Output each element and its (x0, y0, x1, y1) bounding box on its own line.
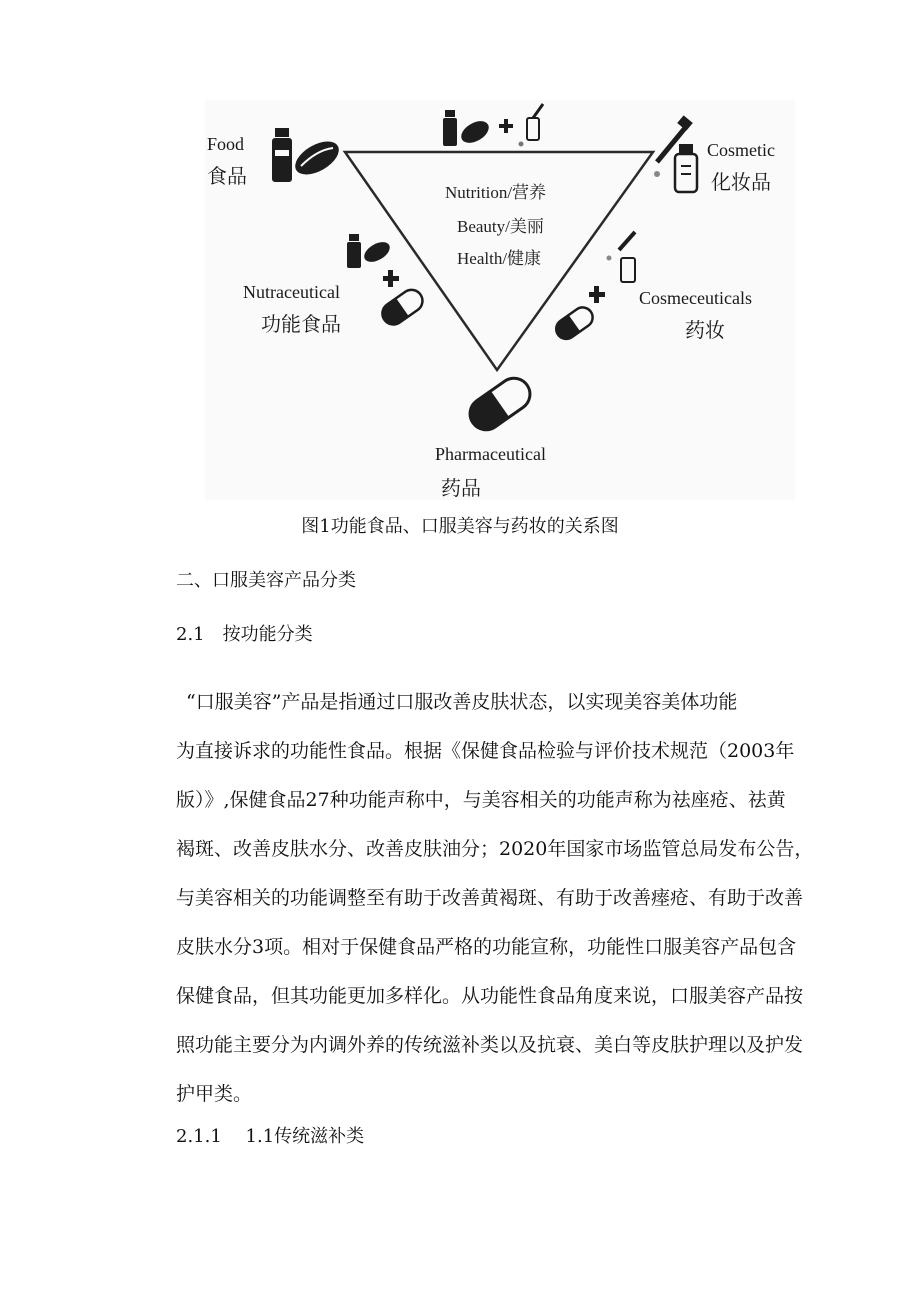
center-text-beauty: Beauty/美丽 (457, 217, 544, 236)
center-text-health: Health/健康 (457, 249, 542, 268)
nutraceutical-label-en: Nutraceutical (243, 282, 340, 302)
section-heading: 二、口服美容产品分类 (176, 570, 356, 591)
subsubsection-heading: 2.1.1 1.1传统滋补类 (176, 1126, 365, 1147)
subsection-heading: 2.1 按功能分类 (176, 624, 313, 645)
paragraph-line: 与美容相关的功能调整至有助于改善黄褐斑、有助于改善瘗疮、有助于改善 (176, 887, 804, 909)
pharmaceutical-label-cn: 药品 (441, 476, 481, 500)
cosmeceuticals-label-cn: 药妆 (685, 318, 725, 342)
paragraph-line: 保健食品，但其功能更加多样化。从功能性食品角度来说，口服美容产品按 (176, 985, 804, 1007)
pharmaceutical-label-en: Pharmaceutical (435, 444, 546, 464)
cosmetic-label-cn: 化妆品 (711, 170, 771, 194)
paragraph-line: 照功能主要分为内调外养的传统滋补类以及抗衰、美白等皮肤护理以及护发 (176, 1034, 804, 1056)
figure-caption: 图1功能食品、口服美容与药妆的关系图 (301, 516, 619, 537)
paragraph-line: 为直接诉求的功能性食品。根据《保健食品检验与评价技术规范（2003年 (176, 740, 795, 762)
food-label-en: Food (207, 134, 245, 154)
relationship-figure (205, 100, 795, 500)
cosmeceuticals-label-en: Cosmeceuticals (639, 288, 752, 308)
nutraceutical-label-cn: 功能食品 (261, 312, 341, 336)
paragraph-line: 褐斑、改善皮肤水分、改善皮肤油分；2020年国家市场监管总局发布公告， (176, 838, 814, 860)
paragraph-line: 护甲类。 (176, 1083, 253, 1105)
cosmetic-label-en: Cosmetic (707, 140, 775, 160)
paragraph-line: 版）》,保健食品27种功能声称中，与美容相关的功能声称为祛座疮、祛黄 (176, 789, 786, 811)
center-text-nutrition: Nutrition/营养 (445, 183, 547, 202)
food-label-cn: 食品 (207, 164, 247, 188)
body-paragraph (176, 678, 814, 1119)
paragraph-line: “口服美容”产品是指通过口服改善皮肤状态，以实现美容美体功能 (186, 691, 738, 713)
paragraph-line: 皮肤水分3项。相对于保健食品严格的功能宣称，功能性口服美容产品包含 (176, 936, 797, 958)
